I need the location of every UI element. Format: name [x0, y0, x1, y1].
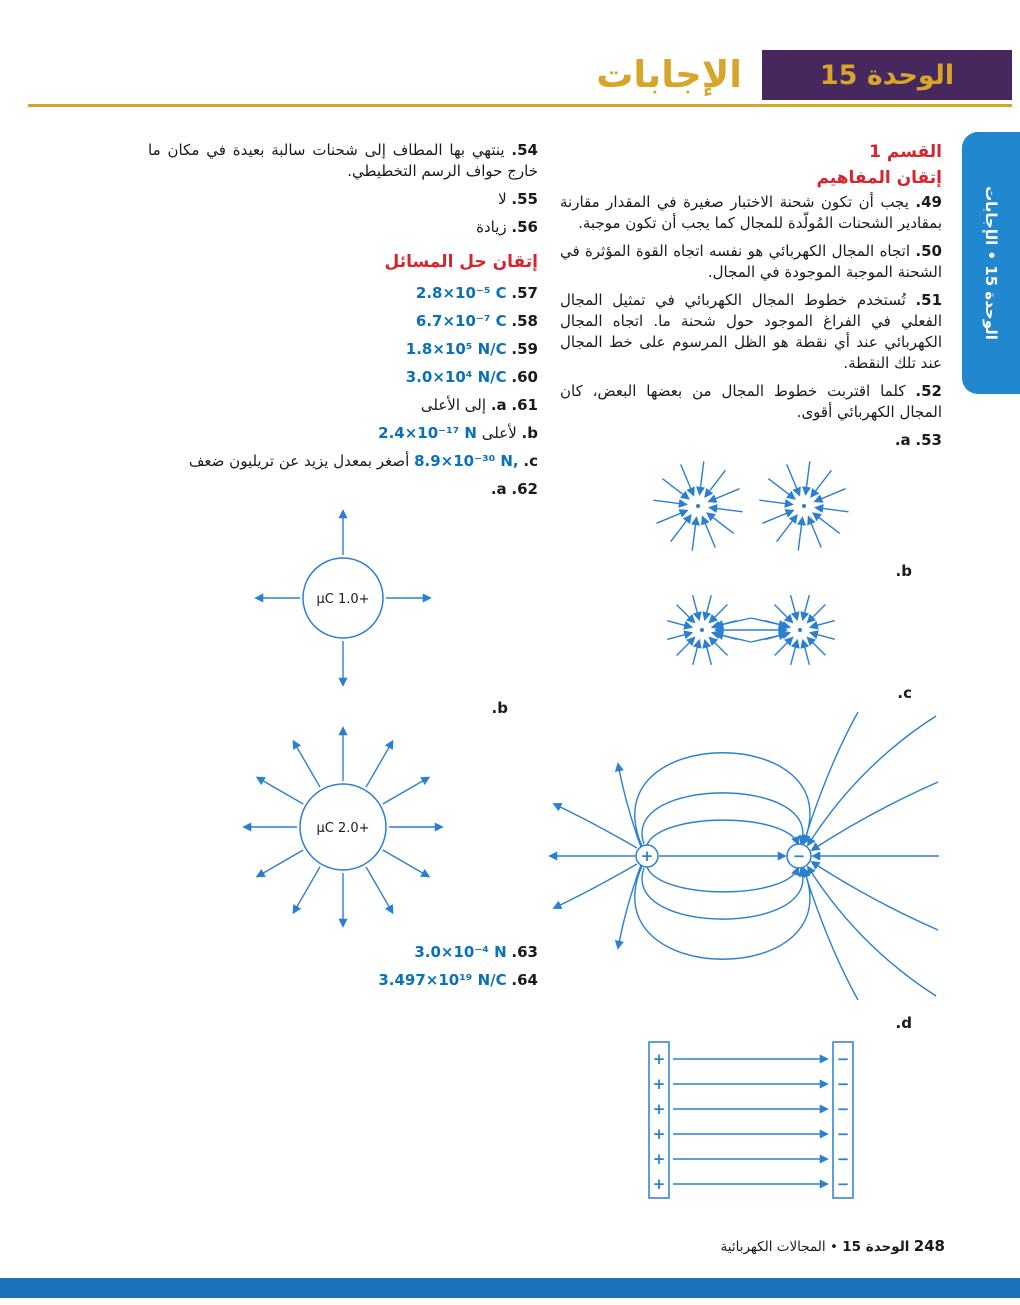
figure-53a-two-charges-field — [636, 458, 866, 554]
answers-side-tab — [962, 132, 1020, 394]
answer-62-label-a: 62. a. — [490, 480, 538, 498]
answer-50: 50. اتجاه المجال الكهربائي هو نفسه اتجاه القوة المؤثرة في الشحنة الموجبة الموجودة في المجال. — [560, 242, 942, 281]
figure-53b-two-close-charges-field — [636, 584, 866, 676]
answer-58: 58. 6.7×10⁻⁷ C — [415, 312, 538, 330]
minus-sign: − — [836, 1100, 850, 1118]
right-column — [560, 140, 942, 1212]
page-title: الإجابات — [596, 53, 742, 96]
section-heading: القسم 1 — [869, 142, 942, 162]
charge-dot — [802, 504, 806, 508]
answer-61c: c. 8.9×10⁻³⁰ N, أصغر بمعدل يزيد عن تريليون ضعف — [188, 452, 538, 470]
page-footer — [721, 1237, 945, 1255]
answer-51: 51. تُستخدم خطوط المجال الكهربائي في تمثيل المجال الفعلي في الفراغ الموجود حول شحنة ما. اتجاه المجال الكهربائي عند أي نقطة هو الظل المرسوم على خط المجال عند تلك النقطة. — [560, 291, 943, 372]
header-rule — [28, 104, 1012, 107]
figure-62b-point-charge-field — [237, 721, 449, 933]
minus-sign: − — [836, 1150, 850, 1168]
answer-59: 59. 1.8×10⁵ N/C — [405, 340, 538, 358]
plus-sign: + — [652, 1150, 666, 1168]
unit-badge — [762, 50, 1012, 100]
answer-53-label-c: c. — [897, 684, 912, 702]
answer-64: 64. 3.497×10¹⁹ N/C — [378, 971, 538, 989]
plus-sign: + — [652, 1125, 666, 1143]
charge-dot — [696, 504, 700, 508]
answer-52: 52. كلما اقتربت خطوط المجال من بعضها البعض، كان المجال الكهربائي أقوى. — [560, 382, 942, 421]
plus-sign: + — [652, 1075, 666, 1093]
unit-badge-label: الوحدة 15 — [819, 59, 955, 91]
figure-53c-dipole-field — [542, 706, 942, 1006]
answer-54: 54. ينتهي بها المطاف إلى شحنات سالبة بعيدة في مكان ما خارج حواف الرسم التخطيطي. — [148, 141, 538, 180]
footer-unit: الوحدة 15 — [842, 1239, 910, 1255]
side-tab-label: الوحدة 15 • الإجابات — [982, 186, 1001, 340]
bottom-bar — [0, 1278, 1020, 1298]
answer-53-label-a: 53. a. — [894, 431, 942, 449]
footer-separator: • — [829, 1239, 838, 1255]
answer-53-label-b: b. — [895, 562, 912, 580]
figure-62a-point-charge-field — [243, 506, 443, 691]
footer-chapter: المجالات الكهربائية — [720, 1239, 826, 1255]
left-column — [148, 140, 538, 997]
answer-62-label-b: b. — [491, 699, 508, 717]
charge-value-label: +1.0 μC — [316, 592, 370, 607]
answer-49: 49. يجب أن تكون شحنة الاختبار صغيرة في المقدار مقارنة بمقادير الشحنات المُولّدة للمجال كما يجب أن تكون موجبة. — [560, 193, 942, 232]
answer-57: 57. 2.8×10⁻⁵ C — [415, 284, 538, 302]
answer-61b: b. لأعلى 2.4×10⁻¹⁷ N — [378, 424, 538, 442]
negative-charge-sign: − — [792, 847, 806, 865]
minus-sign: − — [836, 1050, 850, 1068]
answer-55: 55. لا — [498, 190, 538, 208]
answer-53-label-d: d. — [895, 1014, 912, 1032]
page-number: 248 — [913, 1237, 945, 1255]
plus-sign: + — [652, 1100, 666, 1118]
figure-53d-parallel-plates — [641, 1036, 861, 1204]
minus-sign: − — [836, 1075, 850, 1093]
problems-heading: إتقان حل المسائل — [384, 252, 538, 272]
answer-60: 60. 3.0×10⁴ N/C — [405, 368, 538, 386]
minus-sign: − — [836, 1175, 850, 1193]
charge-dot — [798, 628, 802, 632]
minus-sign: − — [836, 1125, 850, 1143]
plus-sign: + — [652, 1175, 666, 1193]
answer-63: 63. 3.0×10⁻⁴ N — [414, 943, 538, 961]
answer-61a: 61. a. إلى الأعلى — [420, 396, 538, 414]
plus-sign: + — [652, 1050, 666, 1068]
charge-value-label: +2.0 μC — [316, 821, 370, 836]
charge-dot — [700, 628, 704, 632]
answer-56: 56. زيادة — [476, 218, 538, 236]
concepts-heading: إتقان المفاهيم — [816, 168, 942, 188]
positive-charge-sign: + — [640, 847, 654, 865]
